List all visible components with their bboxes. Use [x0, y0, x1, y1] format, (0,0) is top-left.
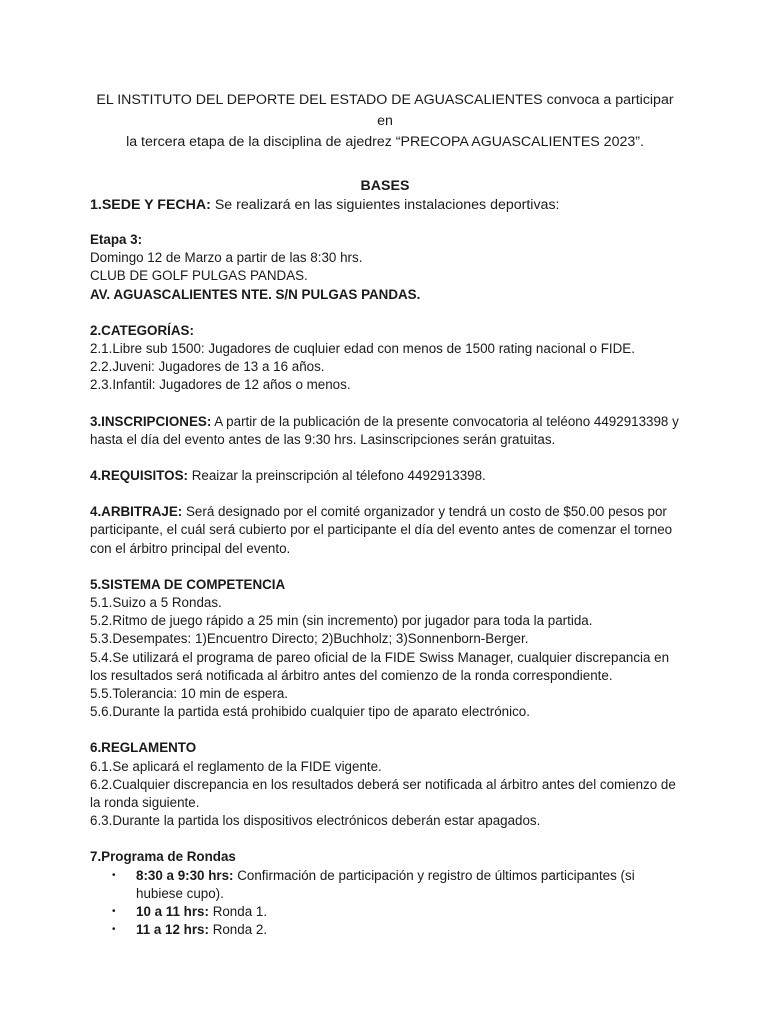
intro-line-1-rest: convoca a participar en: [377, 92, 674, 129]
sistema-item: 5.1.Suizo a 5 Rondas.: [90, 595, 222, 611]
categoria-item: 2.2.Juveni: Jugadores de 13 a 16 años.: [90, 359, 325, 375]
programa-item-body: [136, 903, 680, 921]
etapa-fecha: Domingo 12 de Marzo a partir de las 8:30 hrs.: [90, 250, 363, 266]
categorias-section: [90, 322, 680, 395]
reglamento-heading: 6.REGLAMENTO: [90, 740, 197, 756]
bullet-icon: •: [112, 906, 116, 918]
programa-item: [112, 921, 680, 939]
programa-time: 8:30 a 9:30 hrs:: [136, 867, 234, 883]
reglamento-item: 6.1.Se aplicará el reglamento de la FIDE vigente.: [90, 758, 382, 774]
requisitos-text: Reaizar la preinscripción al télefono 4492913398.: [187, 468, 486, 484]
bullet-icon: •: [112, 924, 116, 936]
categoria-item: 2.3.Infantil: Jugadores de 12 años o menos.: [90, 377, 351, 393]
arbitraje-text: Será designado por el comité organizador y tendrá un costo de $50.00 pesos por participante, el cuál será cubierto por el participante el día del evento antes de comenzar el torneo con el árbitro principal del evento.: [90, 504, 673, 556]
programa-item-body: [136, 867, 680, 903]
programa-text: Ronda 1.: [208, 904, 268, 920]
sistema-item: 5.3.Desempates: 1)Encuentro Directo; 2)Buchholz; 3)Sonnenborn-Berger.: [90, 631, 529, 647]
requisitos-section: [90, 467, 680, 485]
reglamento-item: 6.3.Durante la partida los dispositivos electrónicos deberán estar apagados.: [90, 813, 541, 829]
sistema-heading: 5.SISTEMA DE COMPETENCIA: [90, 576, 286, 592]
programa-time: 10 a 11 hrs:: [136, 904, 209, 920]
arbitraje-section: [90, 503, 680, 558]
programa-list: [90, 867, 680, 940]
document-page: [90, 90, 680, 940]
inscripciones-section: [90, 413, 680, 449]
reglamento-item: 6.2.Cualquier discrepancia en los resultados deberá ser notificada al árbitro antes del comienzo de la ronda siguiente.: [90, 776, 676, 811]
intro-paragraph: [90, 90, 680, 153]
etapa-club: CLUB DE GOLF PULGAS PANDAS.: [90, 268, 308, 284]
programa-item: [112, 903, 680, 921]
programa-item: [112, 867, 680, 903]
sede-section: [90, 196, 680, 215]
requisitos-heading: 4.REQUISITOS:: [90, 468, 188, 484]
programa-time: 11 a 12 hrs:: [136, 922, 209, 938]
programa-text: Confirmación de participación y registro de últimos participantes (si hubiese cupo).: [136, 867, 635, 901]
sede-text: Se realizará en las siguientes instalaciones deportivas:: [210, 197, 560, 213]
intro-line-2: la tercera etapa de la disciplina de ajedrez “PRECOPA AGUASCALIENTES 2023”.: [126, 134, 644, 150]
bases-title: BASES: [360, 178, 410, 194]
programa-section: [90, 848, 680, 939]
etapa-heading: Etapa 3:: [90, 232, 143, 247]
sistema-section: [90, 576, 680, 722]
sistema-item: 5.5.Tolerancia: 10 min de espera.: [90, 686, 289, 702]
programa-text: Ronda 2.: [208, 922, 268, 938]
arbitraje-heading: 4.ARBITRAJE:: [90, 504, 183, 520]
reglamento-section: [90, 739, 680, 830]
sistema-item: 5.2.Ritmo de juego rápido a 25 min (sin incremento) por jugador para toda la partida.: [90, 613, 593, 629]
programa-heading: 7.Programa de Rondas: [90, 849, 236, 865]
categoria-item: 2.1.Libre sub 1500: Jugadores de cuqluier edad con menos de 1500 rating nacional o FIDE.: [90, 341, 635, 357]
categorias-heading: 2.CATEGORÍAS:: [90, 322, 194, 338]
sistema-item: 5.4.Se utilizará el programa de pareo oficial de la FIDE Swiss Manager, cualquier discrepancia en los resultados será notificada al árbitro antes del comienzo de la ronda correspondiente.: [90, 649, 670, 683]
inscripciones-text: A partir de la publicación de la presente convocatoria al teléono 4492913398 y hasta el día del evento antes de las 9:30 hrs. Lasinscripciones serán gratuitas.: [90, 413, 679, 447]
etapa-direccion: AV. AGUASCALIENTES NTE. S/N PULGAS PANDAS.: [90, 286, 421, 302]
programa-item-body: [136, 921, 680, 939]
intro-line-1: [90, 90, 680, 132]
bullet-icon: •: [112, 869, 116, 881]
institute-name: EL INSTITUTO DEL DEPORTE DEL ESTADO DE AGUASCALIENTES: [96, 92, 543, 108]
inscripciones-heading: 3.INSCRIPCIONES:: [90, 413, 212, 429]
etapa-section: [90, 231, 680, 304]
sistema-item: 5.6.Durante la partida está prohibido cualquier tipo de aparato electrónico.: [90, 704, 530, 720]
sede-heading: 1.SEDE Y FECHA:: [90, 197, 211, 213]
